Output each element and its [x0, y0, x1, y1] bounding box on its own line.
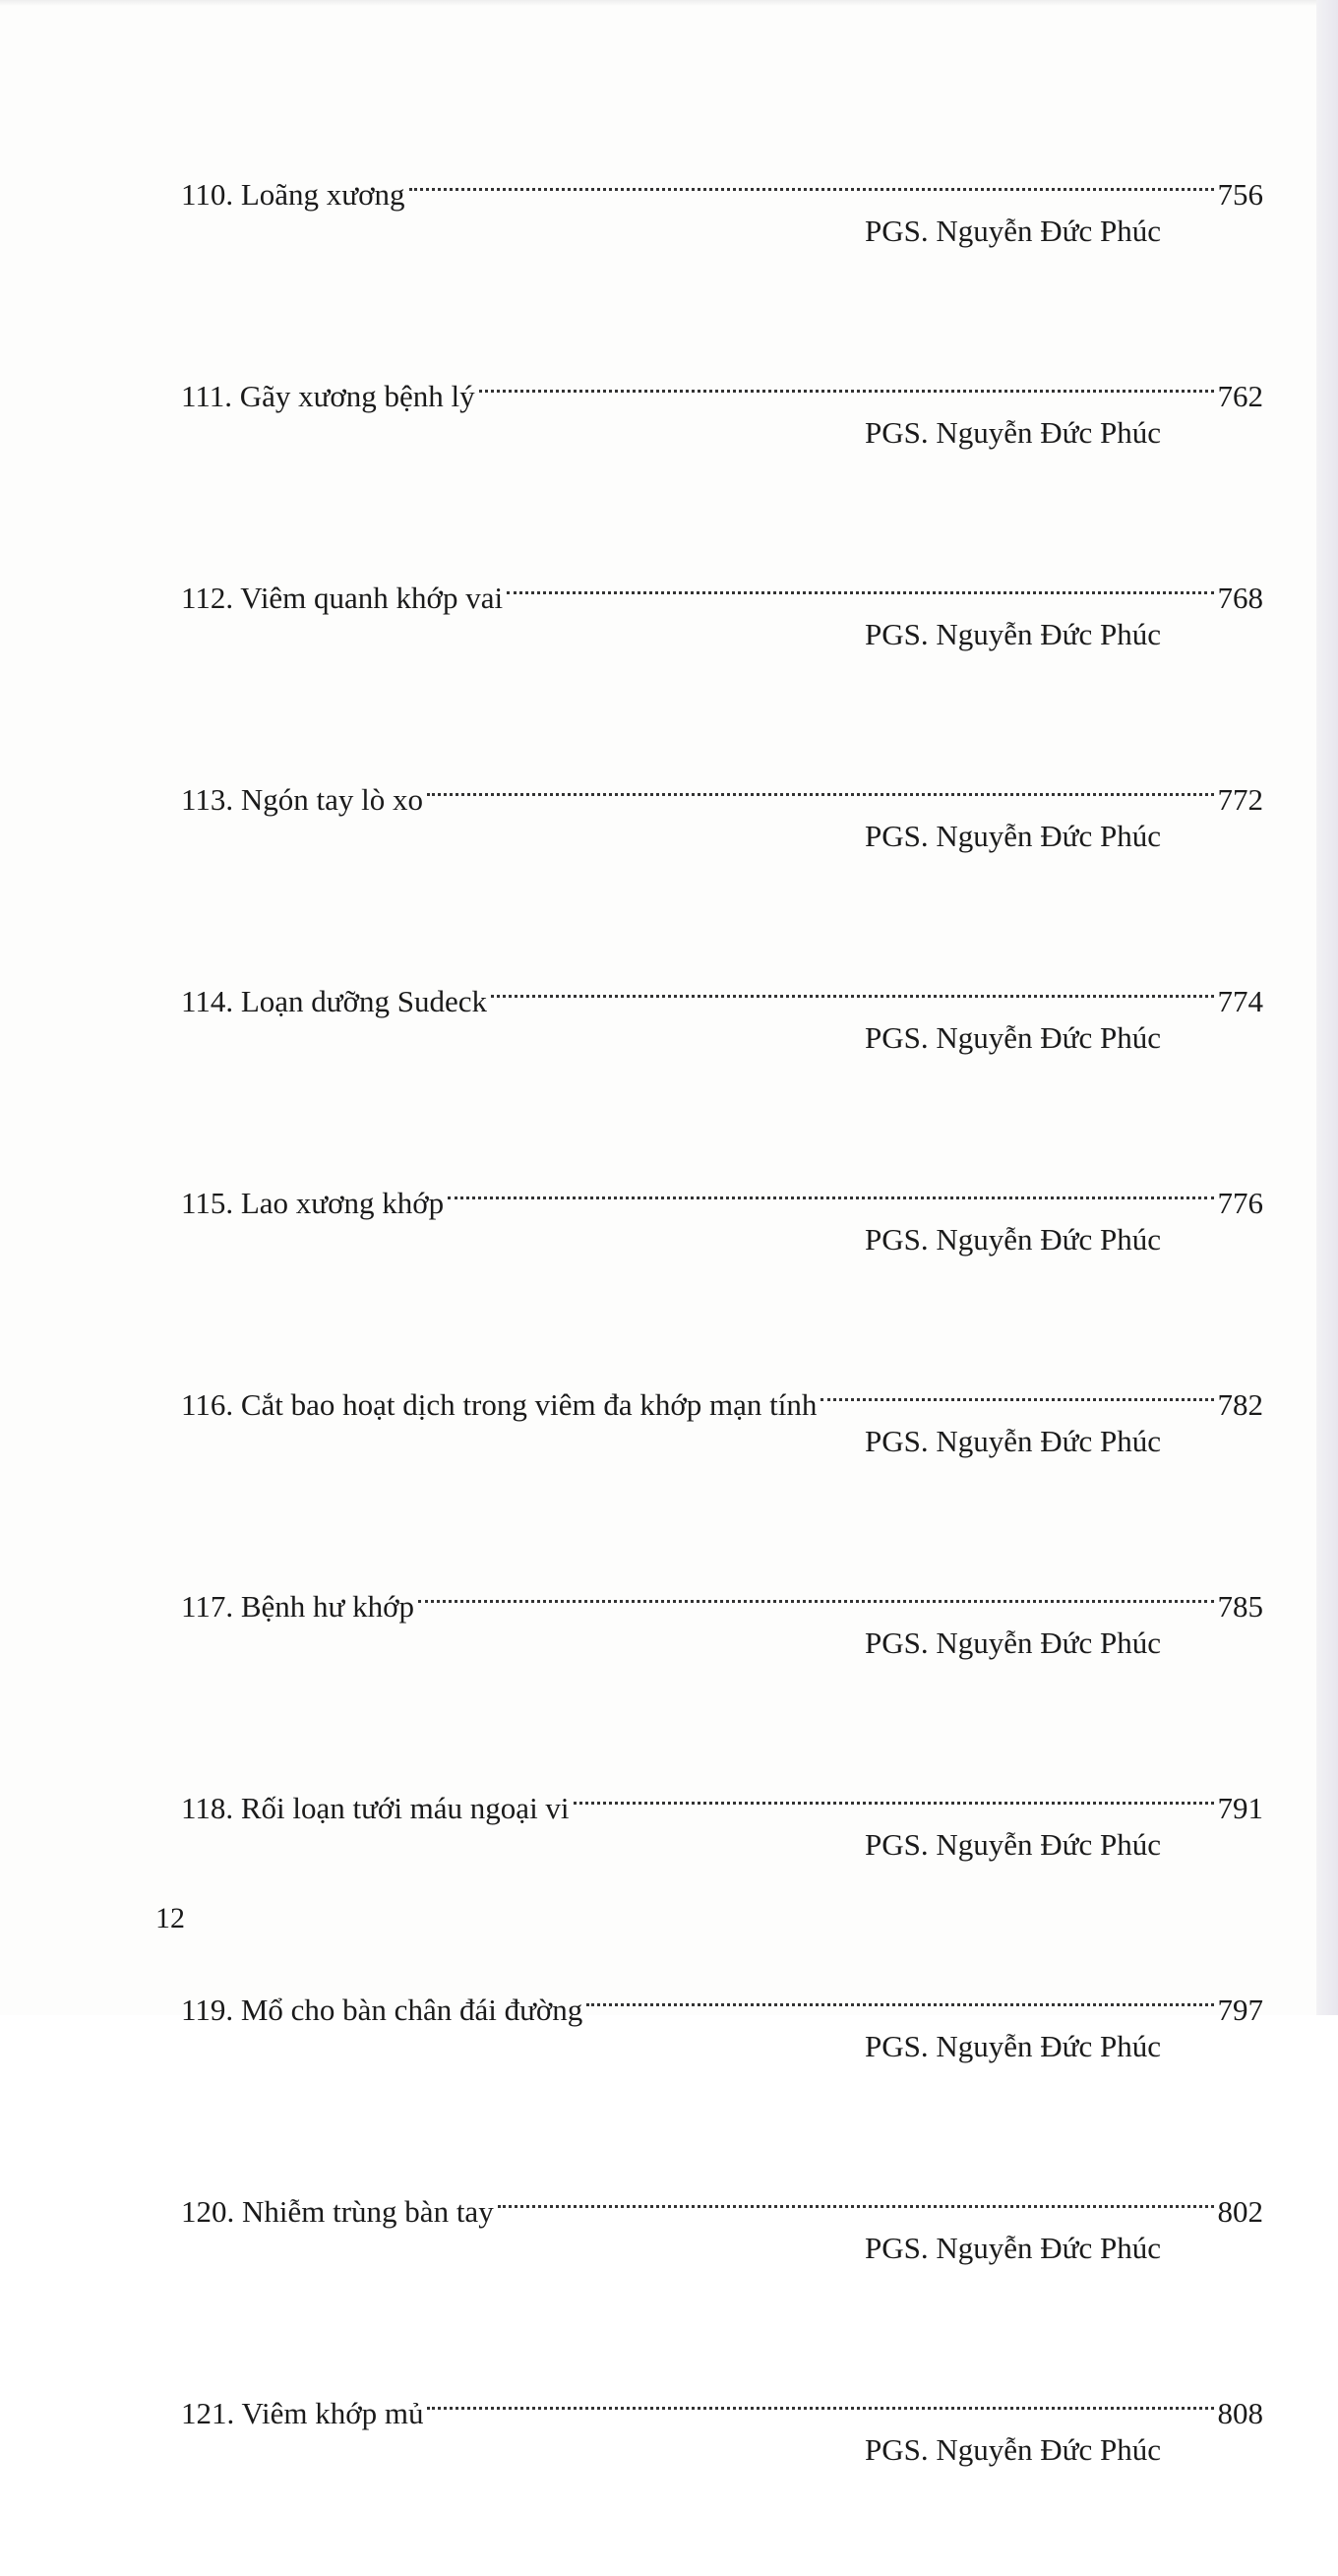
toc-entry-page: 785 [1217, 1589, 1263, 1624]
toc-entry-title: 112. Viêm quanh khớp vai [181, 581, 504, 615]
toc-entry-title: 120. Nhiễm trùng bàn tay [181, 2194, 494, 2229]
toc-entry-author: PGS. Nguyễn Đức Phúc [865, 1625, 1161, 1660]
toc-line [181, 1164, 1263, 1220]
toc-entry [181, 761, 1263, 962]
toc-entry-page: 772 [1217, 782, 1263, 817]
toc-entry-title: 117. Bệnh hư khớp [181, 1589, 414, 1624]
toc-entry [181, 2374, 1263, 2576]
toc-line [181, 2374, 1263, 2430]
toc-entry-page: 774 [1217, 984, 1263, 1018]
toc-entry [181, 155, 1263, 357]
table-of-contents [181, 155, 1263, 2576]
toc-entry-page: 797 [1217, 1993, 1263, 2027]
toc-line [181, 1769, 1263, 1825]
toc-line [181, 155, 1263, 212]
toc-entry-page: 768 [1217, 581, 1263, 615]
page-number: 12 [155, 1902, 185, 1934]
toc-entry [181, 1769, 1263, 1971]
toc-entry-author: PGS. Nguyễn Đức Phúc [865, 1827, 1161, 1862]
dot-leader [586, 1971, 1213, 2020]
dot-leader [448, 1164, 1213, 1213]
dot-leader [498, 2173, 1214, 2222]
toc-entry-title: 114. Loạn dưỡng Sudeck [181, 984, 487, 1018]
toc-entry-author: PGS. Nguyễn Đức Phúc [865, 415, 1161, 450]
dot-leader [427, 761, 1214, 810]
toc-entry-title: 115. Lao xương khớp [181, 1186, 445, 1220]
dot-leader [574, 1769, 1214, 1818]
toc-entry [181, 357, 1263, 559]
toc-entry-author: PGS. Nguyễn Đức Phúc [865, 1222, 1161, 1257]
dot-leader [491, 962, 1214, 1012]
toc-entry-page: 802 [1217, 2194, 1263, 2229]
toc-entry-title: 119. Mổ cho bàn chân đái đường [181, 1993, 583, 2027]
toc-entry-page: 808 [1217, 2396, 1263, 2430]
toc-entry-author: PGS. Nguyễn Đức Phúc [865, 2432, 1161, 2467]
toc-entry [181, 1567, 1263, 1769]
page-top-edge [0, 0, 1338, 6]
toc-entry-author: PGS. Nguyễn Đức Phúc [865, 617, 1161, 651]
toc-entry-title: 110. Loãng xương [181, 177, 405, 212]
toc-entry-title: 116. Cắt bao hoạt dịch trong viêm đa khớp mạn tính [181, 1387, 818, 1422]
toc-entry [181, 2173, 1263, 2374]
toc-entry-author: PGS. Nguyễn Đức Phúc [865, 2029, 1161, 2063]
toc-line [181, 1567, 1263, 1624]
toc-entry-page: 776 [1217, 1186, 1263, 1220]
toc-line [181, 761, 1263, 817]
dot-leader [479, 357, 1214, 406]
toc-entry-title: 111. Gãy xương bệnh lý [181, 379, 475, 413]
toc-line [181, 357, 1263, 413]
toc-entry-author: PGS. Nguyễn Đức Phúc [865, 1020, 1161, 1055]
toc-line [181, 1366, 1263, 1422]
toc-entry-author: PGS. Nguyễn Đức Phúc [865, 819, 1161, 853]
toc-line [181, 559, 1263, 615]
toc-entry-title: 118. Rối loạn tưới máu ngoại vi [181, 1791, 570, 1825]
toc-entry-author: PGS. Nguyễn Đức Phúc [865, 2231, 1161, 2265]
toc-line [181, 962, 1263, 1018]
dot-leader [427, 2374, 1213, 2423]
toc-entry-title: 121. Viêm khớp mủ [181, 2396, 424, 2430]
toc-entry-author: PGS. Nguyễn Đức Phúc [865, 1424, 1161, 1458]
dot-leader [821, 1366, 1213, 1415]
toc-entry-author: PGS. Nguyễn Đức Phúc [865, 214, 1161, 248]
dot-leader [409, 155, 1214, 205]
toc-line [181, 1971, 1263, 2027]
toc-entry [181, 1366, 1263, 1567]
toc-entry [181, 962, 1263, 1164]
toc-entry [181, 1164, 1263, 1366]
toc-entry [181, 1971, 1263, 2173]
dot-leader [507, 559, 1213, 608]
toc-entry-page: 756 [1217, 177, 1263, 212]
toc-entry-page: 762 [1217, 379, 1263, 413]
toc-entry-title: 113. Ngón tay lò xo [181, 782, 423, 817]
toc-entry-page: 782 [1217, 1387, 1263, 1422]
toc-entry [181, 559, 1263, 761]
toc-line [181, 2173, 1263, 2229]
toc-entry-page: 791 [1217, 1791, 1263, 1825]
dot-leader [418, 1567, 1214, 1617]
page-right-edge [1316, 0, 1338, 2015]
